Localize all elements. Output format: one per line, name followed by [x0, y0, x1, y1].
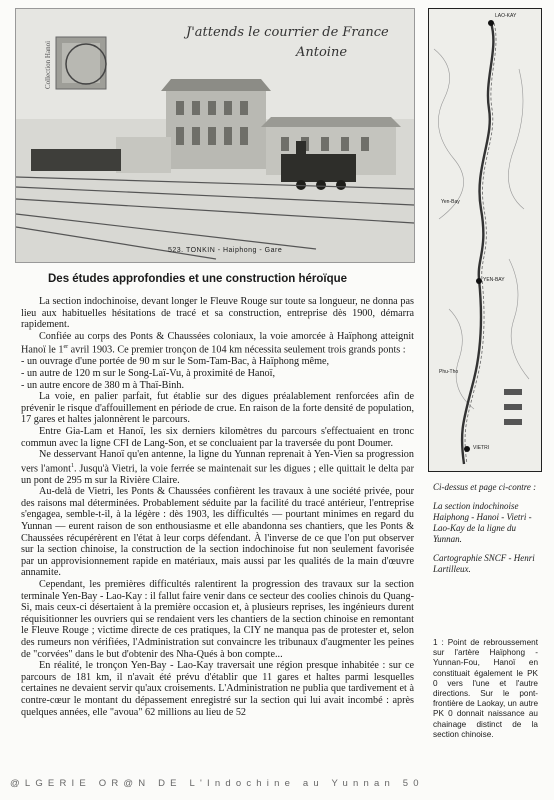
list-item-2: - un autre de 120 m sur le Song-Laï-Vu, à proximité de Hanoï, — [21, 367, 276, 379]
map-caption-credit: Cartographie SNCF - Henri Lartilleux. — [433, 553, 535, 574]
page-footer: @LGERIE OR@N DE L'Indochine au Yunnan 50 — [10, 778, 424, 789]
paragraph-5: Ne desservant Hanoï qu'en antenne, la ligne du Yunnan reprenait à Yen-Vien sa progression vers l'amont$^1$. Jusqu'à Vietri, la voie ferrée se maintenait sur les digues ; elle quittait le delta par un pont de 295 m sur la Rivière Claire. — [21, 449, 415, 486]
map-label-vietri: VIETRI — [473, 445, 490, 451]
article-body — [21, 296, 414, 718]
paragraph-7: Cependant, les premières difficultés ralentirent la progression des travaux sur la section terminale Yen-Bay - Lao-Kay : il fallut faire venir dans ce secteur des coolies chinois du Quang-Si, mais ceux-ci désertaient à la première occasion et, à plusieurs reprises, les ingénieurs durent réquisitionner les ouvriers qui se rendaient vers les chantiers de la section chinoise en remontant le Fleuve Rouge ; victime directe de ces pratiques, la CIY ne manqua pas de protester et, selon des rumeurs non vérifiées, l'Administration sut convaincre les tribunaux d'augmenter les peines de "corvées" dans le but d'obtenir des Nha-Qués à bon compte... — [21, 579, 414, 660]
map-label-yen-bay-small: Yen-Bay — [441, 199, 460, 205]
paragraph-1: La section indochinoise, devant longer le Fleuve Rouge sur toute sa longueur, ne donna pas lieu aux habituelles hésitations de tracé et sa construction, entreprise dès 1900, démarra rapidement. — [21, 296, 414, 331]
paragraph-3: La voie, en palier parfait, fut établie sur des digues préalablement renforcées afin de prévenir le risque d'affouillement en période de crue. En raison de la forte densité de population, 17 gares et haltes jalonnèrent le parcours. — [21, 391, 414, 426]
section-heading: Des études approfondies et une construction héroïque — [48, 273, 348, 285]
map-label-yen-bay: YEN-BAY — [483, 277, 505, 283]
list-item-3: - un autre encore de 380 m à Thaï-Binh. — [21, 379, 185, 391]
map-label-phu-tho: Phu-Tho — [439, 369, 459, 375]
map-label-lao-kay: LAO-KAY — [495, 13, 517, 19]
map-caption — [433, 482, 543, 583]
station-photograph — [15, 8, 415, 263]
paragraph-4: Entre Gia-Lam et Hanoï, les six derniers kilomètres du parcours s'effectuaient en tronc commun avec la ligne CFI de Lang-Son, et se concluaient par la traversée du pont Doumer. — [21, 425, 414, 449]
handwritten-note: J'attends le courrier de France — [186, 25, 389, 40]
railway-map — [428, 8, 542, 472]
photo-caption: 523. TONKIN - Haiphong - Gare — [168, 247, 283, 254]
paragraph-2: Confiée au corps des Ponts & Chaussées coloniaux, la voie amorcée à Haïphong atteignit Hanoï le 1er avril 1903. Ce premier tronçon de 104 km nécessita seulement trois grands ponts : — [21, 330, 414, 356]
footnote: 1 : Point de rebroussement sur l'artère Haïphong - Yunnan-Fou, Hanoï en constituait également le PK 0 vers l'une et l'autre directions. Sur le pont-frontière de Laokay, un autre PK 0 donnait naissance au chainage distinct de la section chinoise. — [433, 638, 538, 739]
paragraph-8: En réalité, le tronçon Yen-Bay - Lao-Kay traversait une région presque inhabitée : sur ce parcours de 181 km, il n'avait été prévu d'établir que 11 gares et haltes parmi lesquelles certaines ne devaient servir qu'aux croisements. L'Administration ne publia que tardivement et à contre-cœur le montant du dépassement enregistré sur la section qui lui avait incombé : après quelques années, elle "avoua" 62 millions au lieu de 52 — [21, 660, 414, 718]
photo-publisher-text: Collection Hanoi — [44, 40, 52, 89]
list-item-1: - un ouvrage d'une portée de 90 m sur le Som-Tam-Bac, à Haïphong même, — [21, 356, 330, 368]
map-caption-intro: Ci-dessus et page ci-contre : — [433, 482, 537, 492]
handwritten-signature: Antoine — [296, 45, 348, 60]
paragraph-6: Au-delà de Vietri, les Ponts & Chaussées confièrent les travaux à une société privée, pour des raisons mal déterminées. Probablement séduite par la facilité du tracé antérieur, l'entreprise s'engagea, semble-t-il, à la légère : dès 1903, les difficultés — pourtant minimes en regard du Yunnan — eurent raison de son enthousiasme et elle abandonna ses chantiers, que les Ponts & Chaussées récupérèrent en l'état à leur corps défendant. À l'inverse de ce que l'on put observer sur la section chinoise, la construction de la section indochinoise fut non seulement favorisée par un approvisionnement rapide en matériaux, mais aussi par les qualités de la main d'œuvre annamite. — [21, 486, 414, 579]
map-caption-description: La section indochinoise Haiphong - Hanoi - Vietri - Lao-Kay de la ligne du Yunnan. — [433, 501, 532, 544]
